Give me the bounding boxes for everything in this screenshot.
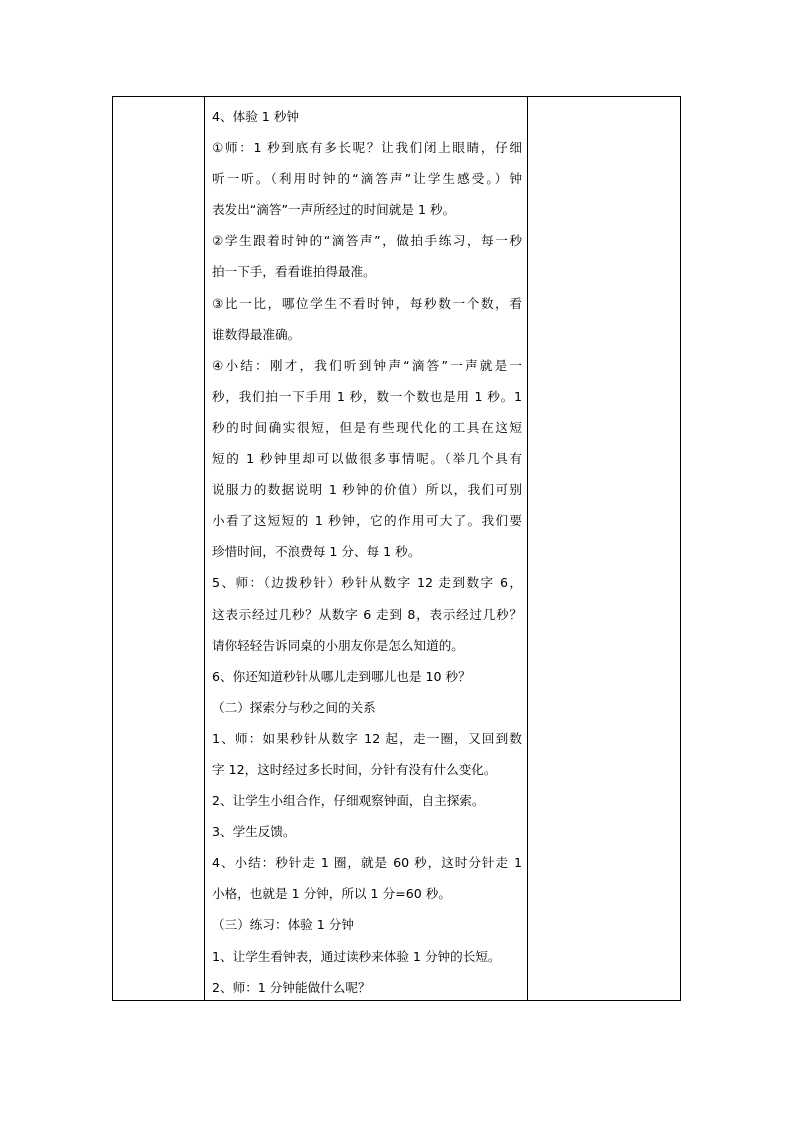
table-right-column <box>528 97 680 1000</box>
text-line: 听一听。（利用时钟的“滴答声”让学生感受。）钟 <box>212 171 522 187</box>
table-left-column <box>113 97 205 1000</box>
text-line: 4、体验 1 秒钟 <box>212 109 300 124</box>
text-line: ④小结：刚才，我们听到钟声“滴答”一声就是一 <box>212 357 522 373</box>
text-line: 5、师：（边拨秒针）秒针从数字 12 走到数字 6， <box>212 575 522 591</box>
text-line: 2、让学生小组合作，仔细观察钟面，自主探索。 <box>212 793 485 809</box>
section-heading: （三）练习：体验 1 分钟 <box>212 917 354 933</box>
text-line: 短的 1 秒钟里却可以做很多事情呢。（举几个具有 <box>212 451 522 467</box>
text-line: ②学生跟着时钟的“滴答声”，做拍手练习，每一秒 <box>212 233 522 249</box>
text-line: 这表示经过几秒？从数字 6 走到 8，表示经过几秒？ <box>212 606 522 622</box>
section-heading: （二）探索分与秒之间的关系 <box>212 699 376 715</box>
lesson-content <box>212 101 522 1003</box>
text-line: 1、师：如果秒针从数字 12 起，走一圈，又回到数 <box>212 730 522 746</box>
lesson-plan-table <box>112 96 681 1001</box>
text-line: 谁数得最准确。 <box>212 326 301 342</box>
text-line: 秒的时间确实很短，但是有些现代化的工具在这短 <box>212 419 522 435</box>
table-content-column <box>205 97 528 1000</box>
text-line: 秒，我们拍一下手用 1 秒，数一个数也是用 1 秒。1 <box>212 388 522 404</box>
text-line: 3、学生反馈。 <box>212 824 296 840</box>
text-line: 表发出“滴答”一声所经过的时间就是 1 秒。 <box>212 202 456 218</box>
text-line: ③比一比，哪位学生不看时钟，每秒数一个数，看 <box>212 295 522 311</box>
text-line: 6、你还知道秒针从哪儿走到哪儿也是 10 秒？ <box>212 668 471 684</box>
text-line: 2、师：1 分钟能做什么呢？ <box>212 979 371 995</box>
text-line: 小看了这短短的 1 秒钟，它的作用可大了。我们要 <box>212 513 522 529</box>
text-line: 小格，也就是 1 分钟，所以 1 分=60 秒。 <box>212 886 451 902</box>
text-line: 拍一下手，看看谁拍得最准。 <box>212 264 376 280</box>
text-line: 4、小结：秒针走 1 圈，就是 60 秒，这时分针走 1 <box>212 855 522 871</box>
text-line: 珍惜时间，不浪费每 1 分、每 1 秒。 <box>212 544 421 560</box>
text-line: ①师：1 秒到底有多长呢？让我们闭上眼睛，仔细 <box>212 140 522 156</box>
text-line: 1、让学生看钟表，通过读秒来体验 1 分钟的长短。 <box>212 948 501 964</box>
text-line: 请你轻轻告诉同桌的小朋友你是怎么知道的。 <box>212 637 464 653</box>
text-line: 字 12，这时经过多长时间，分针有没有什么变化。 <box>212 761 497 777</box>
text-line: 说服力的数据说明 1 秒钟的价值）所以，我们可别 <box>212 482 522 498</box>
